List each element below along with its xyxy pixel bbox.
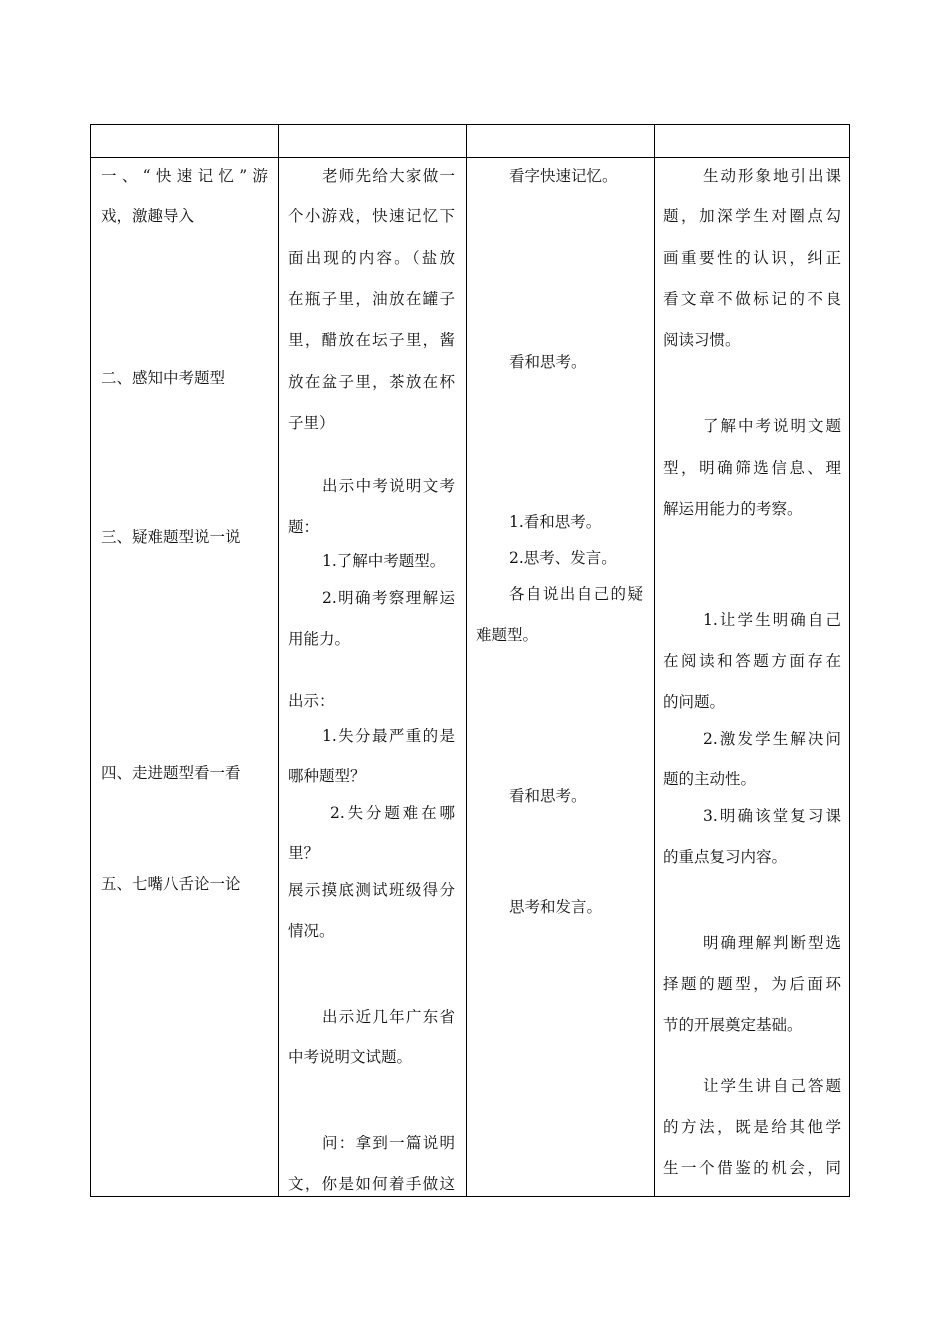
intent-text-line: 的重点复习内容。 [663, 848, 788, 866]
teacher-text-line: 个小游戏，快速记忆下 [288, 207, 455, 225]
student-text-line: 看字快速记忆。 [509, 167, 618, 185]
student-text-line: 各自说出自己的疑 [509, 585, 643, 603]
teacher-text-line: 2.失分题难在哪 [330, 804, 455, 822]
intent-text-line: 生一个借鉴的机会，同 [663, 1159, 841, 1177]
teacher-text-line: 问：拿到一篇说明 [322, 1134, 455, 1152]
teacher-text-line: 面出现的内容。（盐放 [288, 249, 455, 267]
intent-text-line: 1.让学生明确自己 [703, 611, 841, 629]
teacher-text-line: 老师先给大家做一 [322, 167, 455, 185]
teacher-text-line: 里，醋放在坛子里，酱 [288, 331, 455, 349]
teacher-text-line: 2.明确考察理解运 [322, 589, 455, 607]
student-text-line: 难题型。 [476, 626, 539, 644]
intent-text-line: 阅读习惯。 [663, 331, 741, 349]
intent-text-line: 解运用能力的考察。 [663, 500, 803, 518]
intent-text-line: 的问题。 [663, 693, 726, 711]
intent-text-line: 画重要性的认识，纠正 [663, 249, 841, 267]
step-5-title: 五、七嘴八舌论一论 [101, 875, 241, 893]
intent-text-line: 了解中考说明文题 [703, 417, 841, 435]
teacher-text-line: 题： [288, 518, 320, 536]
intent-text-line: 的方法，既是给其他学 [663, 1118, 841, 1136]
teacher-text-line: 里？ [288, 844, 320, 862]
step-4-title: 四、走进题型看一看 [101, 764, 241, 782]
intent-text-line: 看文章不做标记的不良 [663, 290, 841, 308]
teacher-text-line: 出示： [288, 692, 335, 710]
step-3-title: 三、疑难题型说一说 [101, 528, 241, 546]
intent-text-line: 择题的题型，为后面环 [663, 975, 841, 993]
student-text-line: 看和思考。 [509, 353, 587, 371]
teacher-text-line: 哪种题型？ [288, 767, 366, 785]
step-1-title-line2: 戏，激趣导入 [101, 207, 195, 225]
teacher-text-line: 放在盆子里，茶放在杯 [288, 373, 455, 391]
teacher-text-line: 子里） [288, 414, 335, 432]
student-text-line: 思考和发言。 [509, 898, 603, 916]
column-divider-3 [654, 125, 655, 1196]
teacher-text-line: 文，你是如何着手做这 [288, 1175, 455, 1193]
step-2-title: 二、感知中考题型 [101, 369, 226, 387]
teacher-text-line: 出示中考说明文考 [322, 477, 455, 495]
teacher-text-line: 在瓶子里，油放在罐子 [288, 290, 455, 308]
student-text-line: 1.看和思考。 [509, 513, 602, 531]
teacher-text-line: 情况。 [288, 922, 335, 940]
student-text-line: 2.思考、发言。 [509, 549, 617, 567]
teacher-text-line: 出示近几年广东省 [322, 1008, 455, 1026]
intent-text-line: 在阅读和答题方面存在 [663, 652, 841, 670]
student-text-line: 看和思考。 [509, 787, 587, 805]
teacher-text-line: 1.了解中考题型。 [322, 552, 446, 570]
teacher-text-line: 1.失分最严重的是 [322, 727, 455, 745]
teacher-text-line: 中考说明文试题。 [288, 1048, 413, 1066]
step-1-title-line1: 一、“快速记忆”游 [101, 167, 268, 185]
intent-text-line: 3.明确该堂复习课 [703, 807, 841, 825]
intent-text-line: 题，加深学生对圈点勾 [663, 207, 841, 225]
column-divider-2 [466, 125, 467, 1196]
header-row-divider [91, 157, 849, 158]
intent-text-line: 题的主动性。 [663, 770, 757, 788]
intent-text-line: 生动形象地引出课 [703, 167, 841, 185]
intent-text-line: 让学生讲自己答题 [703, 1077, 841, 1095]
intent-text-line: 型，明确筛选信息、理 [663, 459, 841, 477]
column-divider-1 [278, 125, 279, 1196]
intent-text-line: 节的开展奠定基础。 [663, 1016, 803, 1034]
teacher-text-line: 展示摸底测试班级得分 [288, 881, 455, 899]
teacher-text-line: 用能力。 [288, 630, 351, 648]
intent-text-line: 明确理解判断型选 [703, 934, 841, 952]
intent-text-line: 2.激发学生解决问 [703, 730, 841, 748]
